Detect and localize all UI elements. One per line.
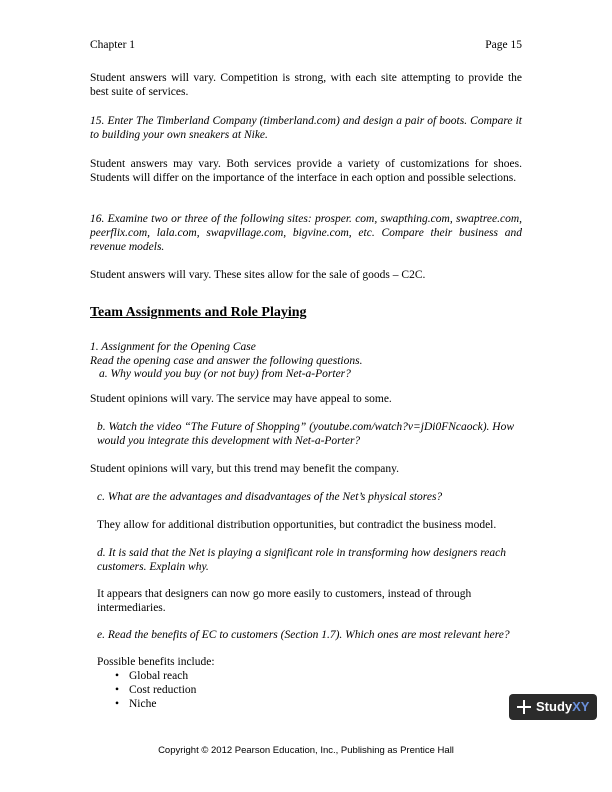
question-a: a. Why would you buy (or not buy) from Net-a-Porter? [99, 368, 351, 380]
answer-c: They allow for additional distribution opportunities, but contradict the business model. [97, 519, 497, 531]
question-16: 16. Examine two or three of the following sites: prosper. com, swapthing.com, swaptree.com, peerflix.com, lala.com, swapvillage.com, bigvine.com, etc. Compare their business and revenue models. [90, 213, 522, 253]
section-heading-team-assignments: Team Assignments and Role Playing [90, 305, 307, 320]
answer-a: Student opinions will vary. The service may have appeal to some. [90, 393, 392, 405]
header-page-number: Page 15 [485, 39, 522, 51]
question-b: b. Watch the video “The Future of Shopping” (youtube.com/watch?v=jDi0FNcaock). How would you integrate this development with Net-a-Porter? [97, 421, 515, 447]
logo-brand-accent: XY [572, 699, 590, 714]
assignment-title: 1. Assignment for the Opening Case [90, 341, 256, 353]
answer-paragraph: Student answers will vary. Competition is strong, with each site attempting to provide the best suite of services. [90, 72, 522, 98]
benefits-list [115, 669, 196, 711]
list-item: • Niche [115, 697, 196, 711]
header-chapter: Chapter 1 [90, 39, 136, 51]
list-item: • Global reach [115, 669, 196, 683]
question-e: e. Read the benefits of EC to customers (Section 1.7). Which ones are most relevant here? [97, 629, 510, 641]
answer-b: Student opinions will vary, but this trend may benefit the company. [90, 463, 399, 475]
list-item: • Cost reduction [115, 683, 196, 697]
question-d: d. It is said that the Net is playing a significant role in transforming how designers reach customers. Explain why. [97, 547, 506, 573]
studyxy-logo [509, 694, 597, 720]
logo-brand: Study [536, 699, 573, 714]
answer-e-intro: Possible benefits include: [97, 656, 215, 668]
footer-copyright: Copyright © 2012 Pearson Education, Inc., Publishing as Prentice Hall [158, 745, 454, 756]
answer-15: Student answers may vary. Both services provide a variety of customizations for shoes. Students will differ on the importance of the interface in each option and possible selections. [90, 158, 522, 184]
assignment-instructions: Read the opening case and answer the following questions. [90, 355, 363, 367]
question-c: c. What are the advantages and disadvantages of the Net’s physical stores? [97, 491, 443, 503]
question-15: 15. Enter The Timberland Company (timberland.com) and design a pair of boots. Compare it to building your own sneakers at Nike. [90, 115, 522, 141]
answer-16: Student answers will vary. These sites allow for the sale of goods – C2C. [90, 269, 426, 281]
plus-icon [517, 700, 531, 714]
answer-d: It appears that designers can now go more easily to customers, instead of through intermediaries. [97, 588, 472, 614]
